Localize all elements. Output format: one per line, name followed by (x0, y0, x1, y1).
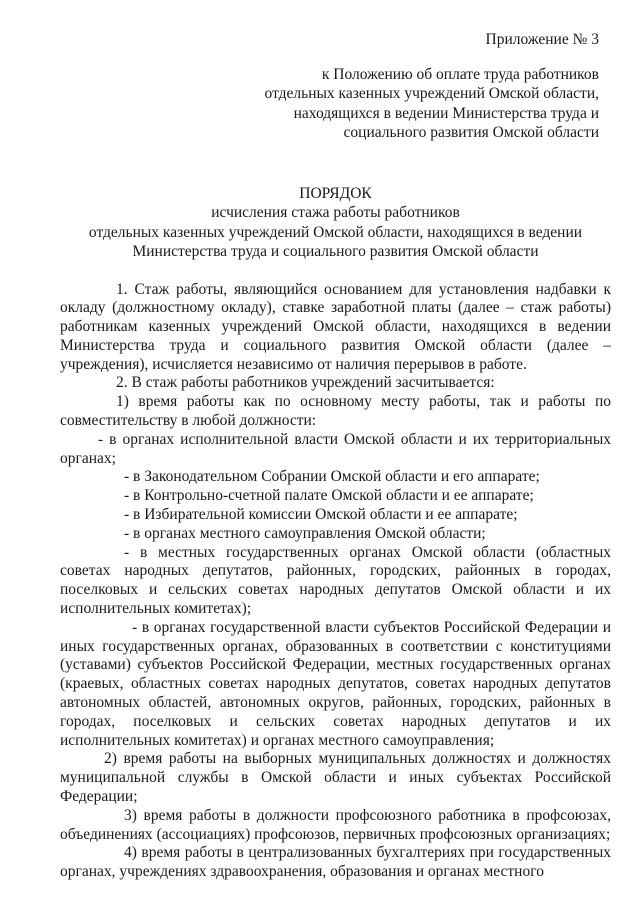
paragraph: 1) время работы как по основному месту работы, так и работы по совместительству в любой должности: (60, 393, 611, 430)
title-line: Министерства труда и социального развития Омской области (132, 243, 539, 260)
list-item: - в Законодательном Собрании Омской области и его аппарате; (124, 468, 540, 486)
list-item: - в Контрольно-счетной палате Омской области и ее аппарате; (124, 487, 534, 505)
paragraph: 4) время работы в централизованных бухгалтериях при государственных органах, учреждениях здравоохранения, образования и органах местного (60, 844, 611, 881)
list-item: - в органах государственной власти субъектов Российской Федерации и иных государственных органах, образованных в соответствии с конституциями (уставами) субъектов Российской Федерации, местных государственных органах (краевых, областных советах народных депутатов, советах народных депутатов автономных областей, автономных округов, районных, городских, районных в городах, поселковых и сельских советах народных депутатов и их исполнительных комитетах) и органах местного самоуправления; (60, 618, 611, 749)
list-item: - в органах исполнительной власти Омской области и их территориальных органах; (60, 430, 611, 467)
paragraph: 3) время работы в должности профсоюзного работника в профсоюзах, объединениях (ассоциациях) профсоюзов, первичных профсоюзных организациях; (60, 806, 611, 843)
appendix-line: отдельных казенных учреждений Омской области, (264, 85, 599, 102)
list-item: - в Избирательной комиссии Омской области и ее аппарате; (124, 506, 518, 524)
title-line: отдельных казенных учреждений Омской области, находящихся в ведении (88, 223, 583, 241)
list-item: - в местных государственных органах Омской области (областных советах народных депутатов, районных, городских, районных в городах, поселковых и сельских советах народных депутатов Омской области и их исполнительных комитетах); (60, 543, 611, 618)
appendix-line: к Положению об оплате труда работников (321, 65, 599, 83)
title-line: исчисления стажа работы работников (211, 204, 460, 221)
appendix-line: социального развития Омской области (343, 124, 599, 141)
document-title (60, 184, 611, 262)
appendix-header (60, 30, 611, 143)
paragraph: 2. В стаж работы работников учреждений засчитывается: (116, 374, 495, 392)
list-item: - в органах местного самоуправления Омской области; (124, 524, 486, 542)
paragraph: 1. Стаж работы, являющийся основанием для установления надбавки к окладу (должностному окладу), ставке заработной платы (далее – стаж работы) работникам казенных учреждений Омской области, находящихся в ведении Министерства труда и социального развития Омской области (далее – учреждения), исчисляется независимо от наличия перерывов в работе. (60, 280, 611, 373)
title-heading: ПОРЯДОК (299, 184, 372, 202)
appendix-title: Приложение № 3 (485, 31, 599, 48)
document-body (60, 281, 611, 883)
paragraph: 2) время работы на выборных муниципальных должностях и должностях муниципальной службы в Омской области и иных субъектах Российской Федерации; (60, 750, 611, 806)
appendix-line: находящихся в ведении Министерства труда и (293, 104, 599, 122)
